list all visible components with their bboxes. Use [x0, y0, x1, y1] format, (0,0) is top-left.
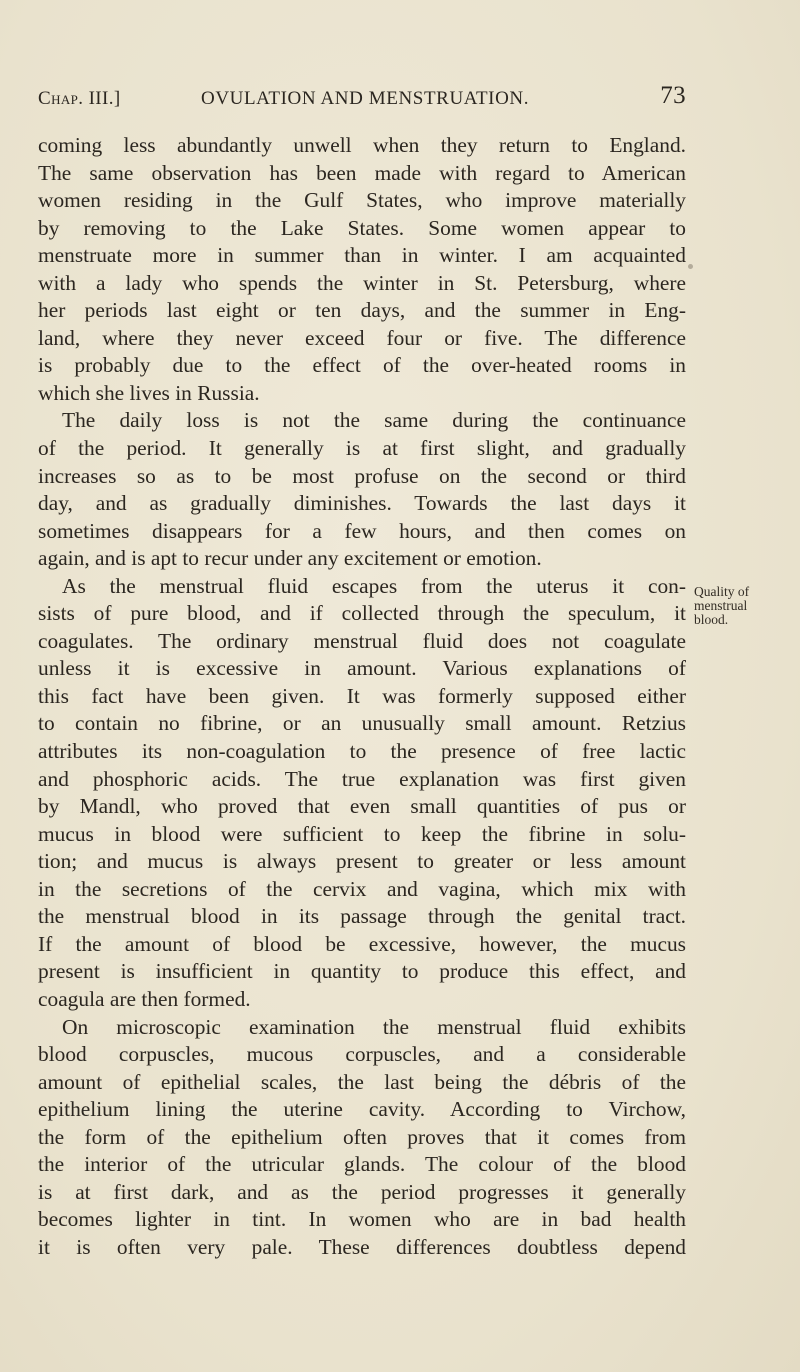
text-line: to contain no fibrine, or an unusually small amount. Retzius	[38, 711, 686, 736]
paper-speck-mark	[688, 264, 693, 269]
text-line: attributes its non-coagulation to the presence of free lactic	[38, 739, 686, 764]
text-line: As the menstrual fluid escapes from the uterus it con-	[62, 573, 686, 598]
text-line: in the secretions of the cervix and vagina, which mix with	[38, 876, 686, 901]
text-line: unless it is excessive in amount. Various explanations of	[38, 656, 686, 681]
text-line: day, and as gradually diminishes. Towards the last days it	[38, 491, 686, 516]
text-line: which she lives in Russia.	[38, 380, 260, 405]
text-line: the menstrual blood in its passage through the genital tract.	[38, 904, 686, 929]
text-line: by Mandl, who proved that even small quantities of pus or	[38, 794, 686, 819]
text-line: this fact have been given. It was formerly supposed either	[38, 683, 686, 708]
text-line: sometimes disappears for a few hours, and then comes on	[38, 518, 686, 543]
text-line: again, and is apt to recur under any excitement or emotion.	[38, 546, 542, 571]
chapter-label: Chap. III.]	[38, 88, 121, 109]
text-line: present is insufficient in quantity to produce this effect, and	[38, 959, 686, 984]
text-line: On microscopic examination the menstrual fluid exhibits	[62, 1014, 686, 1039]
text-line: tion; and mucus is always present to greater or less amount	[38, 849, 686, 874]
text-line: coagula are then formed.	[38, 986, 251, 1011]
text-line: the interior of the utricular glands. The colour of the blood	[38, 1152, 686, 1177]
margin-note-line: blood.	[694, 612, 729, 627]
text-line: her periods last eight or ten days, and the summer in Eng-	[38, 298, 686, 323]
text-line: coagulates. The ordinary menstrual fluid does not coagulate	[38, 628, 686, 653]
text-line: women residing in the Gulf States, who improve materially	[38, 188, 686, 213]
text-line: menstruate more in summer than in winter. I am acquainted	[38, 243, 686, 268]
running-head	[38, 82, 686, 118]
text-line: epithelium lining the uterine cavity. According to Virchow,	[38, 1097, 686, 1122]
page-number: 73	[660, 82, 686, 109]
text-line: of the period. It generally is at first slight, and gradually	[38, 436, 686, 461]
margin-note	[694, 585, 798, 627]
text-line: is probably due to the effect of the over-heated rooms in	[38, 353, 686, 378]
text-line: is at first dark, and as the period progresses it generally	[38, 1179, 686, 1204]
text-line: increases so as to be most profuse on the second or third	[38, 463, 686, 488]
text-line: sists of pure blood, and if collected through the speculum, it	[38, 601, 686, 626]
text-line: the form of the epithelium often proves that it comes from	[38, 1124, 686, 1149]
text-line: The daily loss is not the same during the continuance	[62, 408, 686, 433]
text-line: If the amount of blood be excessive, however, the mucus	[38, 931, 686, 956]
body-text	[38, 132, 686, 1261]
text-line: and phosphoric acids. The true explanation was first given	[38, 766, 686, 791]
margin-note-line: menstrual	[694, 598, 748, 613]
text-line: blood corpuscles, mucous corpuscles, and a considerable	[38, 1042, 686, 1067]
text-line: by removing to the Lake States. Some women appear to	[38, 215, 686, 240]
running-title: OVULATION AND MENSTRUATION.	[201, 88, 530, 109]
margin-note-line: Quality of	[694, 584, 750, 599]
text-line: coming less abundantly unwell when they return to England.	[38, 133, 686, 157]
text-line: it is often very pale. These differences doubtless depend	[38, 1234, 686, 1259]
text-line: mucus in blood were sufficient to keep the fibrine in solu-	[38, 821, 686, 846]
text-line: The same observation has been made with regard to American	[38, 160, 686, 185]
text-line: with a lady who spends the winter in St. Petersburg, where	[38, 270, 686, 295]
text-line: amount of epithelial scales, the last being the débris of the	[38, 1069, 686, 1094]
text-line: becomes lighter in tint. In women who are in bad health	[38, 1207, 686, 1232]
text-line: land, where they never exceed four or five. The difference	[38, 325, 686, 350]
